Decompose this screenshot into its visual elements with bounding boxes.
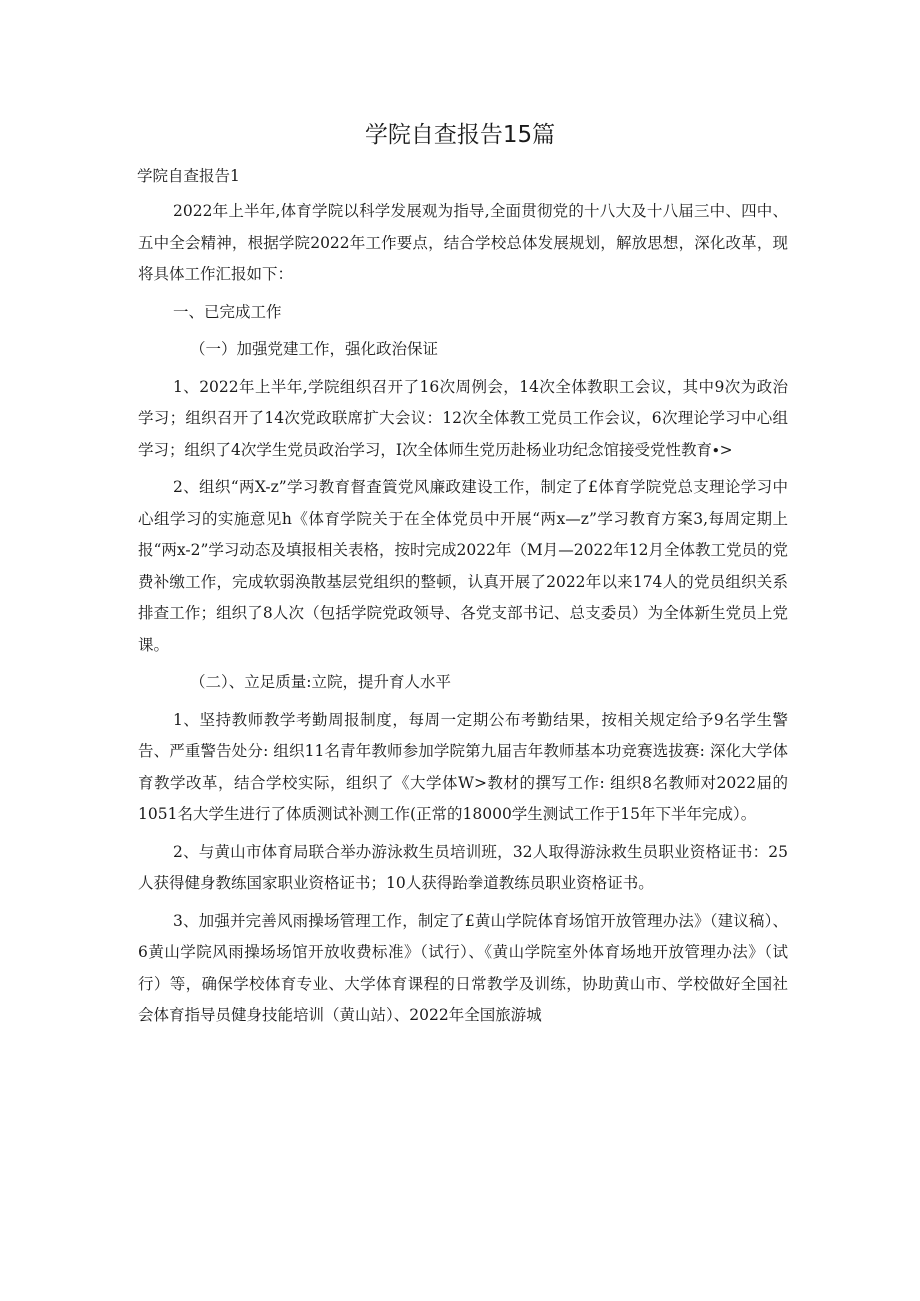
document-subtitle: 学院自查报告1 (137, 167, 240, 185)
subsection-heading: （二）、立足质量:立院，提升育人水平 (190, 673, 451, 691)
body-paragraph: 2、组织“两X-z”学习教育督査篢党风廉政建设工作，制定了£体育学院党总支理论学习中心组学习的实施意见h《体育学院关于在全体党员中开展“两x—z”学习教育方案3,每周定期上报“两x-2”学习动态及填报相关表格，按时完成2022年（M月—2022年12月全体教工党员的党费补缴工作，完成软弱涣散基层党组织的整顿，认真开展了2022年以来174人的党员组织关系排查工作；组织了8人次（包括学院党政领导、各党支部书记、总支委员）为全体新生党员上党课。 (138, 478, 788, 654)
document-body (138, 196, 788, 1038)
body-paragraph: 2、与黄山市体育局联合举办游泳救生员培训班，32人取得游泳救生员职业资格证书：25人获得健身教练国家职业资格证书；10人获得跆拳道教练员职业资格证书。 (138, 842, 788, 892)
section-heading: 一、已完成工作 (173, 302, 282, 321)
body-paragraph: 2022年上半年,体育学院以科学发展观为指导,全面贯彻党的十八大及十八届三中、四中、五中全会精神，根据学院2022年工作要点，结合学校总体发展规划，解放思想，深化改革，现将具体工作汇报如下： (138, 202, 788, 283)
subsection-heading: （一）加强党建工作，强化政治保证 (190, 340, 439, 358)
document-title: 学院自查报告15篇 (364, 122, 556, 148)
body-paragraph: 1、坚持教师教学考勤周报制度，每周一定期公布考勤结果，按相关规定给予9名学生警告、严重警告处分: 组织11名青年教师参加学院第九届吉年教师基本功竞赛选拔赛: 深化大学体育教学改革，结合学校实际，组织了《大学体W>教材的撰写工作: 组织8名教师对2022届的1051名大学生进行了体质测试补测工作(正常的18000学生测试工作于15年下半年完成）。 (138, 710, 788, 823)
body-paragraph: 1、2022年上半年,学院组织召开了16次周例会，14次全体教职工会议，其中9次为政治学习；组织召开了14次党政联席扩大会议：12次全体教工党员工作会议，6次理论学习中心组学习；组织了4次学生党员政治学习，I次全体师生党历赴杨业功纪念馆接受党性教育∙> (138, 377, 788, 459)
body-paragraph: 3、加强并完善风雨操场管理工作，制定了£黄山学院体育场馆开放管理办法》（建议稿）、6黄山学院风雨操场场馆开放收费标准》（试行）、《黄山学院室外体育场地开放管理办法》（试行）等，确保学校体育专业、大学体育课程的日常教学及训练，协助黄山市、学校做好全国社会体育指导员健身技能培训（黄山站）、2022年全国旅游城 (138, 911, 788, 1024)
